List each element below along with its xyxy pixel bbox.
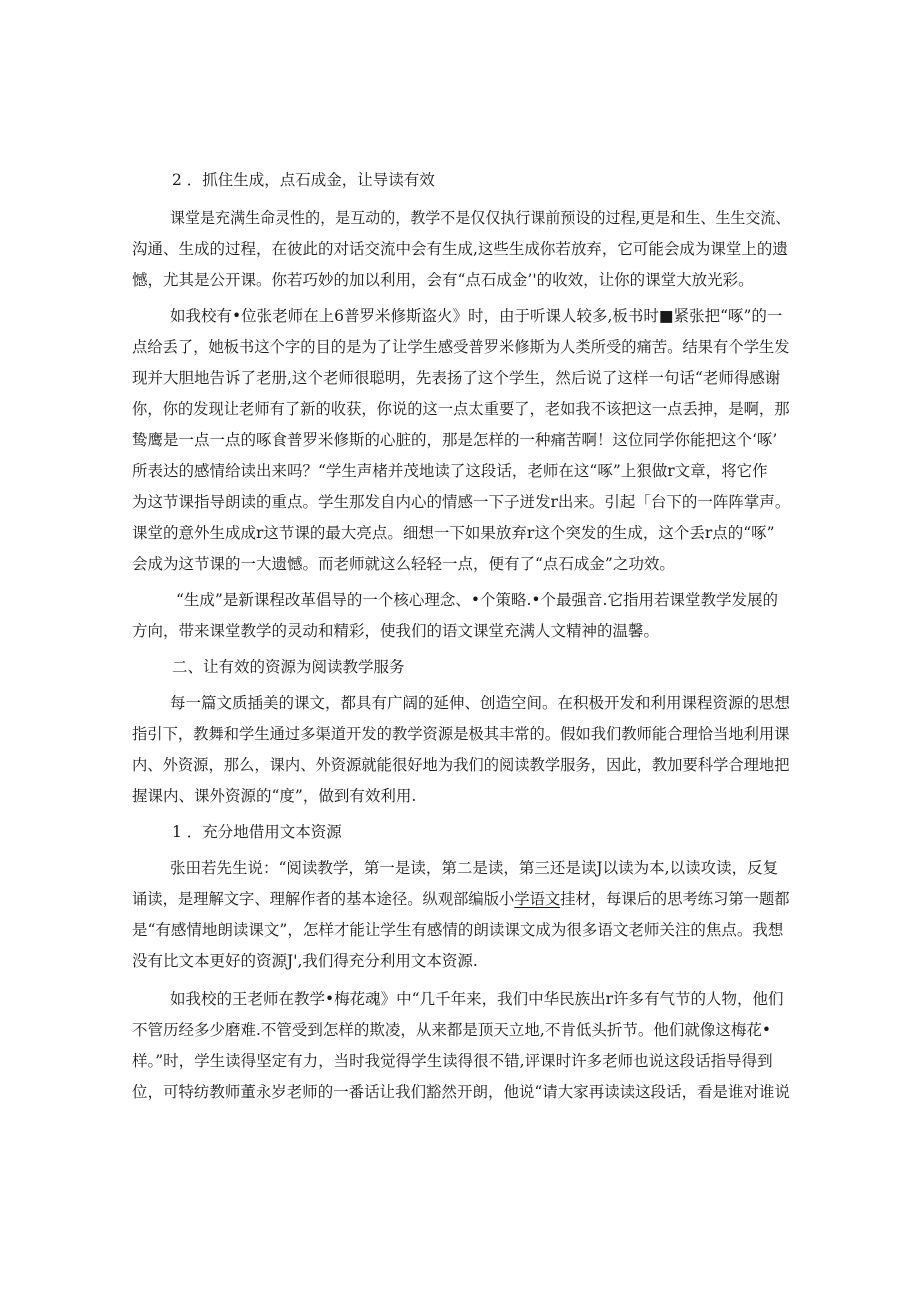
paragraph-line: 张田若先生说：“阅读教学，第一是读，第二是读，第三还是读J以读为本,以读攻读，反复 — [170, 859, 779, 877]
paragraph-line: 位，可特纺教师董永岁老师的一番话让我们豁然开朗，他说“请大家再读读这段话，看是谁对谁说 — [132, 1083, 790, 1101]
paragraph-line: 没有比文本更好的资源J',我们得充分利用文本资源. — [132, 952, 478, 970]
line-text: 诵读，是理解文字、理解作者的基本途径。纵观部编版小 — [132, 890, 515, 908]
paragraph-line: 鸷鹰是一点一点的啄食普罗米修斯的心脏的，那是怎样的一种痛苦啊！这位同学你能把这个‘啄’ — [132, 431, 778, 449]
paragraph-line: 为这节课指导朗读的重点。学生那发自内心的情感一下子迸发r出来。引起「台下的一阵阵掌声。 — [132, 493, 791, 511]
paragraph-line: 握课内、课外资源的“度”，做到有效利用. — [132, 787, 417, 805]
paragraph-line: 方向，带来课堂教学的灵动和精彩，使我们的语文课堂充满人文精神的温馨。 — [132, 622, 660, 640]
paragraph-line: 沟通、生成的过程，在彼此的对话交流中会有生成,这些生成你若放弃，它可能会成为课堂上的遗 — [132, 240, 788, 258]
paragraph-line: 会成为这节课的一大遗憾。而老师就这么轻轻一点，便有了“点石成金”之功效。 — [132, 555, 675, 573]
paragraph-line: 你，你的发现让老师有了新的收获，你说的这一点太重要了，老如我不该把这一点丢抻，是啊，那 — [132, 400, 790, 418]
paragraph-line: 指引下，教舞和学生通过多渠道开发的教学资源是极其丰常的。假如我们教师能合理恰当地利用课 — [132, 725, 790, 743]
line-text: 挂材，每课后的思考练习第一题都 — [560, 890, 790, 908]
paragraph-line: 如我校的王老师在教学•梅花魂》中“几千年来，我们中华民族出r许多有气节的人物，他们 — [170, 990, 784, 1008]
paragraph-line: 点给丢了，她板书这个字的目的是为了让学生感受普罗米修斯为人类所受的痛苦。结果有个学生发 — [132, 338, 790, 356]
paragraph-line: 是“有感情地朗读课文”，怎样才能让学生有感情的朗读课文成为很多语文老师关注的焦点。我想 — [132, 921, 784, 939]
paragraph-line: 现并大胆地告诉了老册,这个老师很聪明，先表扬了这个学生，然后说了这样一句话“老师得感谢 — [132, 369, 781, 387]
paragraph-line: 每一篇文质插美的课文，都具有广阔的延伸、创造空间。在积极开发和利用课程资源的思想 — [170, 694, 791, 712]
section-heading-2: 2 ．抓住生成，点石成金，让导读有效 — [172, 171, 435, 189]
paragraph-line: 内、外资源，那么，课内、外资源就能很好地为我们的阅读教学服务，因此，教加要科学合理地把 — [132, 756, 790, 774]
paragraph-line: 样。”时，学生读得坚定有力，当时我觉得学生读得很不错,评课时许多老师也说这段话指导得到 — [132, 1052, 773, 1070]
section-heading-resources: 二、让有效的资源为阅读教学服务 — [172, 658, 405, 676]
paragraph-line: 课堂是充满生命灵性的，是互动的，教学不是仅仅执行课前预设的过程,更是和生、生生交流、 — [170, 209, 791, 227]
paragraph-line: 如我校有•位张老师在上6普罗米修斯盗火》时，由于听课人较多,板书时■紧张把“啄”的一 — [170, 307, 783, 325]
section-heading-1: 1 ．充分地借用文本资源 — [172, 823, 342, 841]
paragraph-line: “生成”是新课程改革倡导的一个核心理念、•个策略.•个最强音.它指用若课堂教学发展的 — [176, 591, 778, 609]
underlined-text: 学语文 — [514, 890, 561, 908]
paragraph-line — [132, 889, 790, 909]
paragraph-line: 课堂的意外生成成r这节课的最大亮点。细想一下如果放弃r这个突发的生成，这个丢r点的“啄” — [132, 524, 775, 542]
paragraph-line: 不管历经多少磨难.不管受到怎样的欺凌，从来都是顶天立地,不肯低头折节。他们就像这梅花• — [132, 1021, 771, 1039]
paragraph-line: 所表达的感情给读出来吗？“学生声楮并茂地读了这段话，老师在这“啄”上狠做r文章，将它作 — [132, 462, 768, 480]
paragraph-line: 憾，尤其是公开课。你若巧妙的加以利用，会有“点石成金’'的收效，让你的课堂大放光彩。 — [132, 271, 754, 289]
